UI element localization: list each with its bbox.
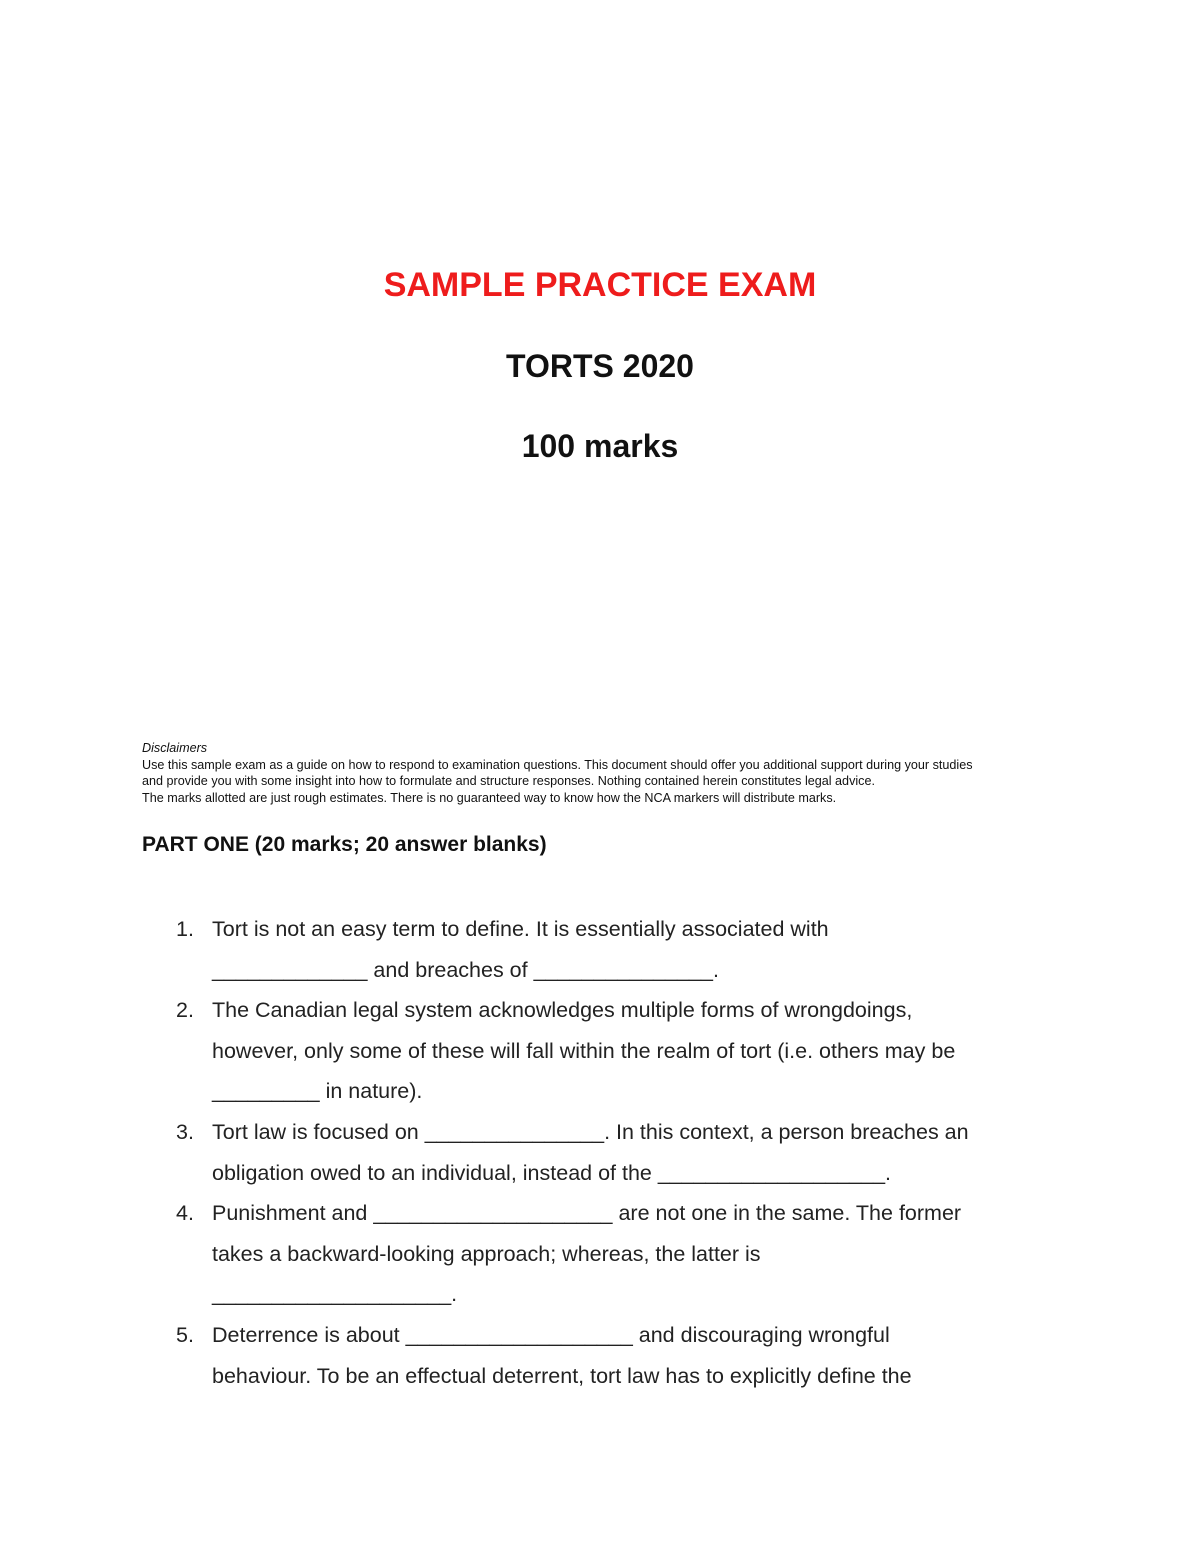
- question-text-line: takes a backward-looking approach; whereas, the latter is: [212, 1241, 761, 1266]
- question-item: [170, 1112, 1070, 1193]
- exam-subject: TORTS 2020: [506, 348, 694, 384]
- disclaimer-heading: Disclaimers: [142, 741, 208, 755]
- question-list: [170, 909, 1070, 1396]
- disclaimer-line: Use this sample exam as a guide on how to respond to examination questions. This document should offer you additional support during your studies: [142, 757, 973, 772]
- question-text-line: Deterrence is about ___________________ and discouraging wrongful: [212, 1322, 890, 1347]
- question-text-line: _____________ and breaches of _______________.: [212, 957, 719, 982]
- question-number: 4.: [176, 1201, 194, 1226]
- question-text-line: ____________________.: [212, 1282, 458, 1307]
- question-number: 1.: [176, 917, 194, 941]
- question-text-line: however, only some of these will fall within the realm of tort (i.e. others may be: [212, 1038, 956, 1063]
- question-text-line: Tort is not an easy term to define. It is essentially associated with: [212, 917, 829, 941]
- question-number: 5.: [176, 1322, 194, 1347]
- question-text-line: _________ in nature).: [212, 1079, 423, 1104]
- question-text-line: The Canadian legal system acknowledges multiple forms of wrongdoings,: [212, 998, 913, 1023]
- question-number: 3.: [176, 1119, 194, 1144]
- disclaimer-line: and provide you with some insight into how to formulate and structure responses. Nothing contained herein constitutes legal advice.: [142, 774, 875, 788]
- question-text-line: Punishment and ____________________ are not one in the same. The former: [212, 1201, 962, 1226]
- question-number: 2.: [176, 998, 194, 1023]
- question-text-line: Tort law is focused on _______________. In this context, a person breaches an: [212, 1119, 969, 1144]
- exam-title: SAMPLE PRACTICE EXAM: [383, 266, 817, 304]
- question-item: [170, 1193, 1070, 1315]
- question-item: [170, 1315, 1070, 1396]
- question-item: [170, 990, 1070, 1112]
- question-text-line: behaviour. To be an effectual deterrent, tort law has to explicitly define the: [212, 1363, 912, 1388]
- disclaimer-line: The marks allotted are just rough estimates. There is no guaranteed way to know how the NCA markers will distribute marks.: [142, 790, 837, 805]
- disclaimer-block: [142, 740, 1062, 806]
- question-item: [170, 909, 1070, 990]
- part-one-heading: PART ONE (20 marks; 20 answer blanks): [142, 833, 547, 856]
- exam-total-marks: 100 marks: [521, 428, 679, 464]
- question-text-line: obligation owed to an individual, instead of the ___________________.: [212, 1160, 892, 1185]
